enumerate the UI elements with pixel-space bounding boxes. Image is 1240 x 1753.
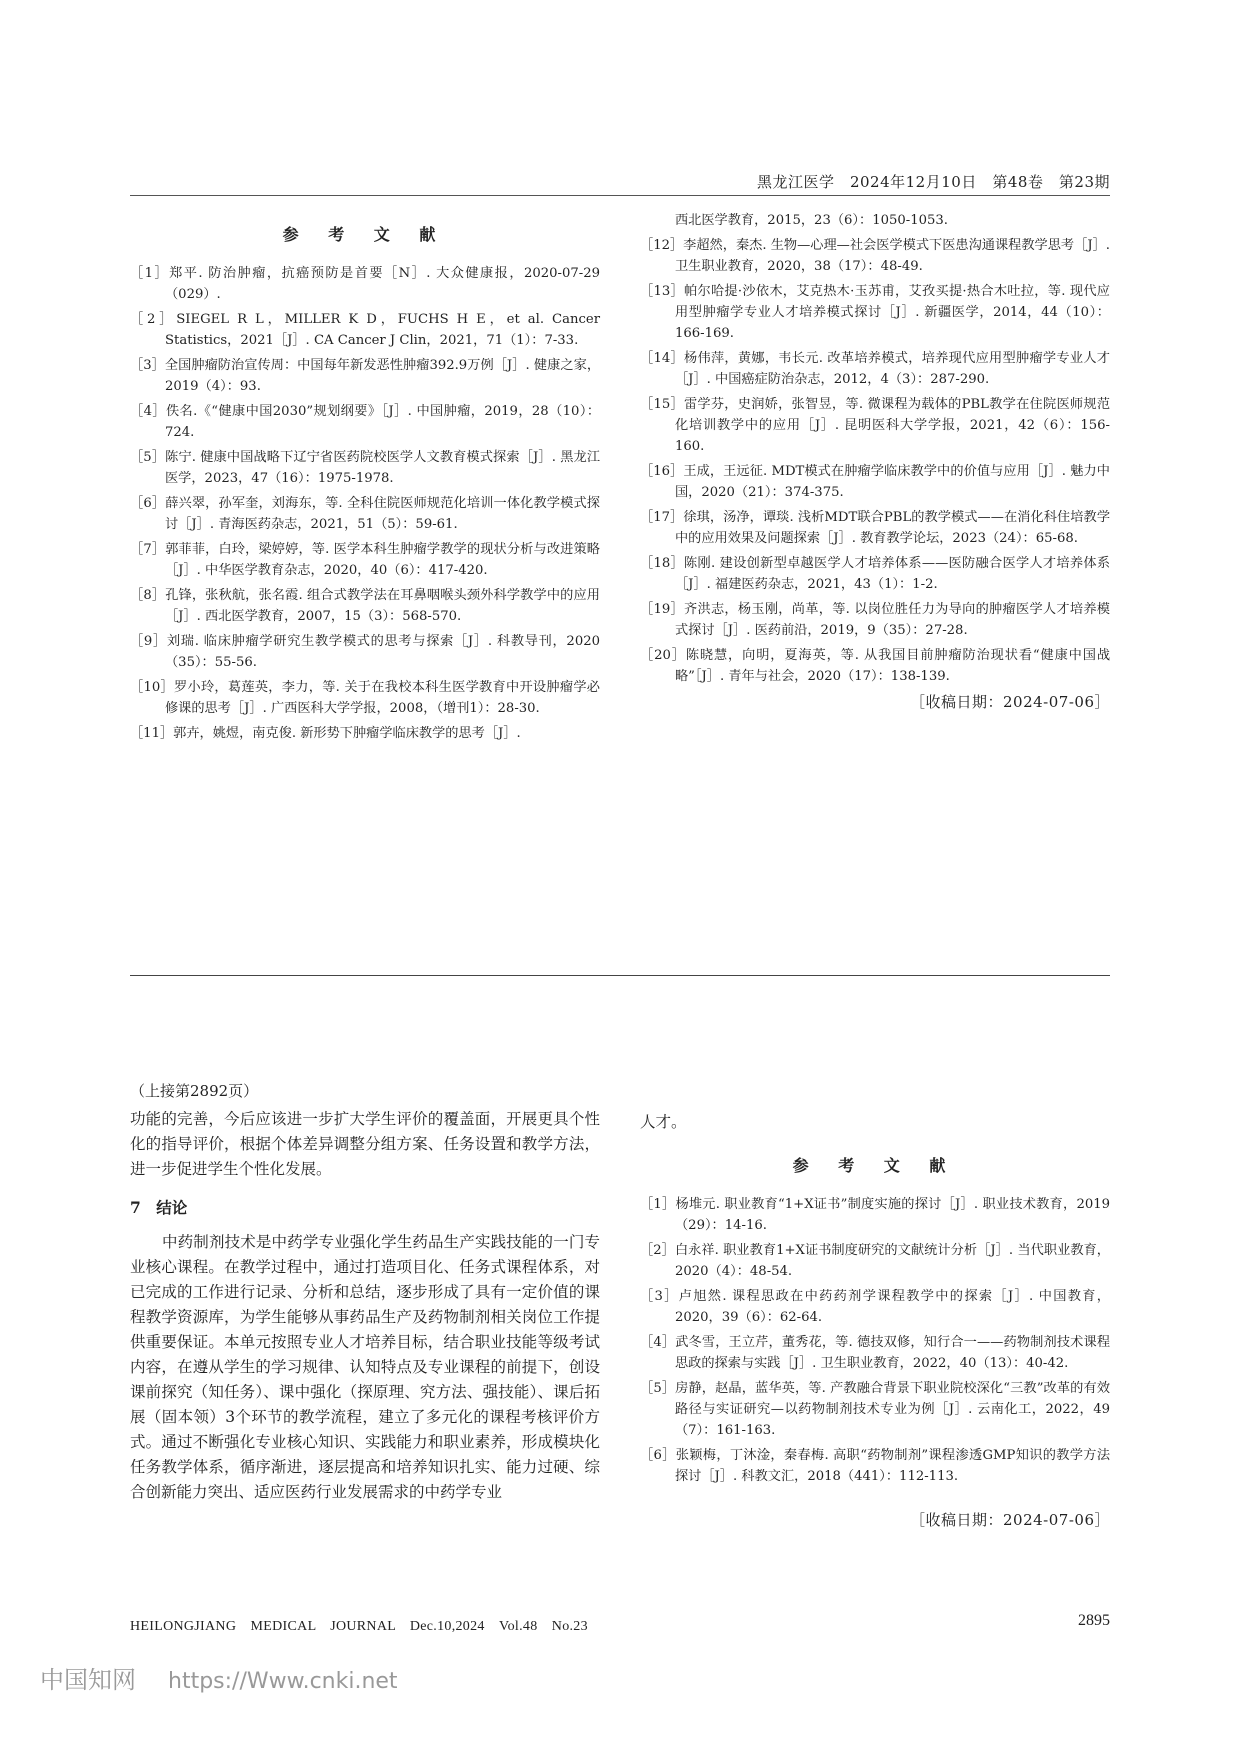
reference-item <box>640 1194 1110 1236</box>
reference-text: 徐琪，汤净，谭琰. 浅析MDT联合PBL的教学模式——在消化科住培教学中的应用效果及问题探索［J］. 教育教学论坛，2023（24）：65-68. <box>675 510 1111 546</box>
reference-item <box>640 1286 1110 1328</box>
reference-item <box>130 309 600 351</box>
reference-text: 李超然，秦杰. 生物—心理—社会医学模式下医患沟通课程教学思考［J］. 卫生职业教育，2020，38（17）：48-49. <box>675 238 1110 274</box>
reference-item <box>640 235 1110 277</box>
reference-item <box>130 355 600 397</box>
received-date: ［收稿日期：2024-07-06］ <box>910 693 1110 711</box>
article-divider <box>130 975 1110 976</box>
reference-item <box>130 539 600 581</box>
reference-item <box>130 585 600 627</box>
reference-item <box>640 1240 1110 1282</box>
reference-text: 武冬雪，王立芹，董秀花，等. 德技双修，知行合一——药物制剂技术课程思政的探索与实践［J］. 卫生职业教育，2022，40（13）：40-42. <box>675 1335 1111 1371</box>
reference-number: ［4］ <box>130 404 166 419</box>
reference-item <box>130 723 600 744</box>
reference-number: ［8］ <box>130 588 166 603</box>
reference-number: ［10］ <box>130 680 175 695</box>
header-rule <box>130 195 1110 196</box>
reference-item <box>640 599 1110 641</box>
reference-text: 陈刚. 建设创新型卓越医学人才培养体系——医防融合医学人才培养体系［J］. 福建医药杂志，2021，43（1）：1-2. <box>675 556 1111 592</box>
reference-text: 陈晓慧，向明，夏海英，等. 从我国目前肿瘤防治现状看“健康中国战略”［J］. 青年与社会，2020（17）：138-139. <box>675 648 1111 684</box>
reference-item <box>640 507 1110 549</box>
reference-number: ［4］ <box>640 1335 676 1350</box>
reference-text: 郭卉，姚煜，南克俊. 新形势下肿瘤学临床教学的思考［J］. <box>173 726 521 741</box>
reference-item <box>640 1445 1110 1487</box>
reference-number: ［7］ <box>130 542 166 557</box>
section-heading: 7 结论 <box>130 1198 188 1217</box>
running-header: 黑龙江医学 2024年12月10日 第48卷 第23期 <box>756 173 1110 191</box>
reference-item <box>640 645 1110 687</box>
cnki-url: https://Www.cnki.net <box>168 1669 398 1694</box>
reference-text: 帕尔哈提·沙依木，艾克热木·玉苏甫，艾孜买提·热合木吐拉，等. 现代应用型肿瘤学专业人才培养模式探讨［J］. 新疆医学，2014，44（10）：166-169. <box>675 284 1110 341</box>
references-list <box>640 235 1110 687</box>
reference-item <box>130 677 600 719</box>
reference-text: 郭菲菲，白玲，梁婷婷，等. 医学本科生肿瘤学教学的现状分析与改进策略［J］. 中华医学教育杂志，2020，40（6）：417-420. <box>165 542 600 578</box>
reference-text: SIEGEL R L，MILLER K D，FUCHS H E，et al. Cancer Statistics，2021［J］. CA Cancer J Clin，2021，71（1）：7-33. <box>165 312 600 348</box>
reference-text: 罗小玲，葛莲英，李力，等. 关于在我校本科生医学教育中开设肿瘤学必修课的思考［J］. 广西医科大学学报，2008，（增刊1）：28-30. <box>165 680 600 716</box>
body-paragraph: 人才。 <box>640 1113 687 1131</box>
reference-number: ［15］ <box>640 397 684 412</box>
reference-text: 杨堆元. 职业教育“1+X证书”制度实施的探讨［J］. 职业技术教育，2019（29）：14-16. <box>675 1197 1110 1233</box>
reference-item <box>130 447 600 489</box>
reference-number: ［19］ <box>640 602 685 617</box>
reference-number: ［1］ <box>640 1197 676 1212</box>
reference-text: 齐洪志，杨玉刚，尚革，等. 以岗位胜任力为导向的肿瘤医学人才培养模式探讨［J］. 医药前沿，2019，9（35）：27-28. <box>675 602 1110 638</box>
reference-item <box>640 348 1110 390</box>
references-list <box>640 1194 1110 1487</box>
reference-number: ［6］ <box>130 496 166 511</box>
reference-item <box>130 401 600 443</box>
reference-text: 张颖梅，丁沐淦，秦春梅. 高职“药物制剂”课程渗透GMP知识的教学方法探讨［J］. 科教文汇，2018（441）：112-113. <box>675 1448 1111 1484</box>
reference-number: ［5］ <box>640 1381 676 1396</box>
reference-item <box>640 461 1110 503</box>
received-date: ［收稿日期：2024-07-06］ <box>910 1511 1110 1529</box>
reference-item <box>640 1332 1110 1374</box>
references-title: 参 考 文 献 <box>282 225 448 244</box>
page-number: 2895 <box>1078 1612 1110 1629</box>
reference-item <box>640 1378 1110 1441</box>
cnki-logo: 中国知网 <box>40 1666 136 1694</box>
reference-item <box>130 631 600 673</box>
reference-number: ［3］ <box>640 1289 679 1304</box>
reference-number: ［14］ <box>640 351 685 366</box>
reference-item <box>640 281 1110 344</box>
reference-number: ［2］ <box>130 312 177 327</box>
reference-text: 刘瑞. 临床肿瘤学研究生教学模式的思考与探索［J］. 科教导刊，2020（35）：55-56. <box>165 634 600 670</box>
reference-text: 雷学芬，史润娇，张智昱，等. 微课程为载体的PBL教学在住院医师规范化培训教学中的应用［J］. 昆明医科大学学报，2021，42（6）：156-160. <box>675 397 1111 454</box>
reference-number: ［13］ <box>640 284 685 299</box>
cnki-watermark <box>40 1660 398 1695</box>
reference-number: ［9］ <box>130 634 167 649</box>
reference-text: 全国肿瘤防治宣传周：中国每年新发恶性肿瘤392.9万例［J］. 健康之家，2019（4）：93. <box>164 358 601 394</box>
reference-text: 孔锋，张秋航，张名霞. 组合式教学法在耳鼻咽喉头颈外科学教学中的应用［J］. 西北医学教育，2007，15（3）：568-570. <box>165 588 600 624</box>
reference-text: 卢旭然. 课程思政在中药药剂学课程教学中的探索［J］. 中国教育，2020，39（6）：62-64. <box>675 1289 1110 1325</box>
body-paragraph: 功能的完善，今后应该进一步扩大学生评价的覆盖面，开展更具个性化的指导评价，根据个体差异调整分组方案、任务设置和教学方法，进一步促进学生个性化发展。 <box>130 1110 600 1178</box>
reference-text: 房静，赵晶，蓝华英，等. 产教融合背景下职业院校深化“三教”改革的有效路径与实证研究—以药物制剂技术专业为例［J］. 云南化工，2022，49（7）：161-163. <box>675 1381 1111 1438</box>
reference-number: ［18］ <box>640 556 685 571</box>
reference-text: 佚名.《“健康中国2030”规划纲要》［J］. 中国肿瘤，2019，28（10）：724. <box>165 404 601 440</box>
reference-number: ［6］ <box>640 1448 676 1463</box>
reference-continuation: 西北医学教育，2015，23（6）：1050-1053. <box>675 213 948 228</box>
journal-footer: HEILONGJIANG MEDICAL JOURNAL Dec.10,2024 Vol.48 No.23 <box>130 1619 588 1634</box>
reference-number: ［3］ <box>130 358 165 373</box>
reference-number: ［16］ <box>640 464 684 479</box>
reference-number: ［20］ <box>640 648 686 663</box>
reference-number: ［12］ <box>640 238 684 253</box>
reference-item <box>640 553 1110 595</box>
continued-from-note: （上接第2892页） <box>130 1082 259 1100</box>
article1-right-column <box>640 210 1110 712</box>
references-title: 参 考 文 献 <box>792 1156 958 1175</box>
article2-right-column <box>640 1110 1110 1530</box>
references-list <box>130 263 600 744</box>
reference-item <box>640 394 1110 457</box>
article2-left-column <box>130 1080 600 1505</box>
reference-text: 陈宁. 健康中国战略下辽宁省医药院校医学人文教育模式探索［J］. 黑龙江医学，2023，47（16）：1975-1978. <box>165 450 601 486</box>
reference-text: 杨伟萍，黄娜，韦长元. 改革培养模式，培养现代应用型肿瘤学专业人才［J］. 中国癌症防治杂志，2012，4（3）：287-290. <box>675 351 1110 387</box>
body-paragraph: 中药制剂技术是中药学专业强化学生药品生产实践技能的一门专业核心课程。在教学过程中，通过打造项目化、任务式课程体系，对已完成的工作进行记录、分析和总结，逐步形成了具有一定价值的课程教学资源库，为学生能够从事药品生产及药物制剂相关岗位工作提供重要保证。本单元按照专业人才培养目标，结合职业技能等级考试内容，在遵从学生的学习规律、认知特点及专业课程的前提下，创设课前探究（知任务）、课中强化（探原理、究方法、强技能）、课后拓展（固本领）3个环节的教学流程，建立了多元化的课程考核评价方式。通过不断强化专业核心知识、实践能力和职业素养，形成模块化任务教学体系，循序渐进，逐层提高和培养知识扎实、能力过硬、综合创新能力突出、适应医药行业发展需求的中药学专业 <box>130 1233 600 1501</box>
reference-text: 薛兴翠，孙军奎，刘海东，等. 全科住院医师规范化培训一体化教学模式探讨［J］. 青海医药杂志，2021，51（5）：59-61. <box>165 496 600 532</box>
reference-text: 白永祥. 职业教育1+X证书制度研究的文献统计分析［J］. 当代职业教育，2020（4）：48-54. <box>674 1243 1110 1279</box>
article1-left-column <box>130 222 600 748</box>
reference-number: ［5］ <box>130 450 166 465</box>
reference-number: ［1］ <box>130 266 170 281</box>
reference-number: ［2］ <box>640 1243 675 1258</box>
reference-number: ［17］ <box>640 510 684 525</box>
reference-text: 郑平. 防治肿瘤，抗癌预防是首要［N］. 大众健康报，2020-07-29（029）. <box>165 266 601 302</box>
reference-text: 王成，王远征. MDT模式在肿瘤学临床教学中的价值与应用［J］. 魅力中国，2020（21）：374-375. <box>675 464 1110 500</box>
reference-item <box>130 263 600 305</box>
reference-number: ［11］ <box>130 726 174 741</box>
reference-item <box>130 493 600 535</box>
